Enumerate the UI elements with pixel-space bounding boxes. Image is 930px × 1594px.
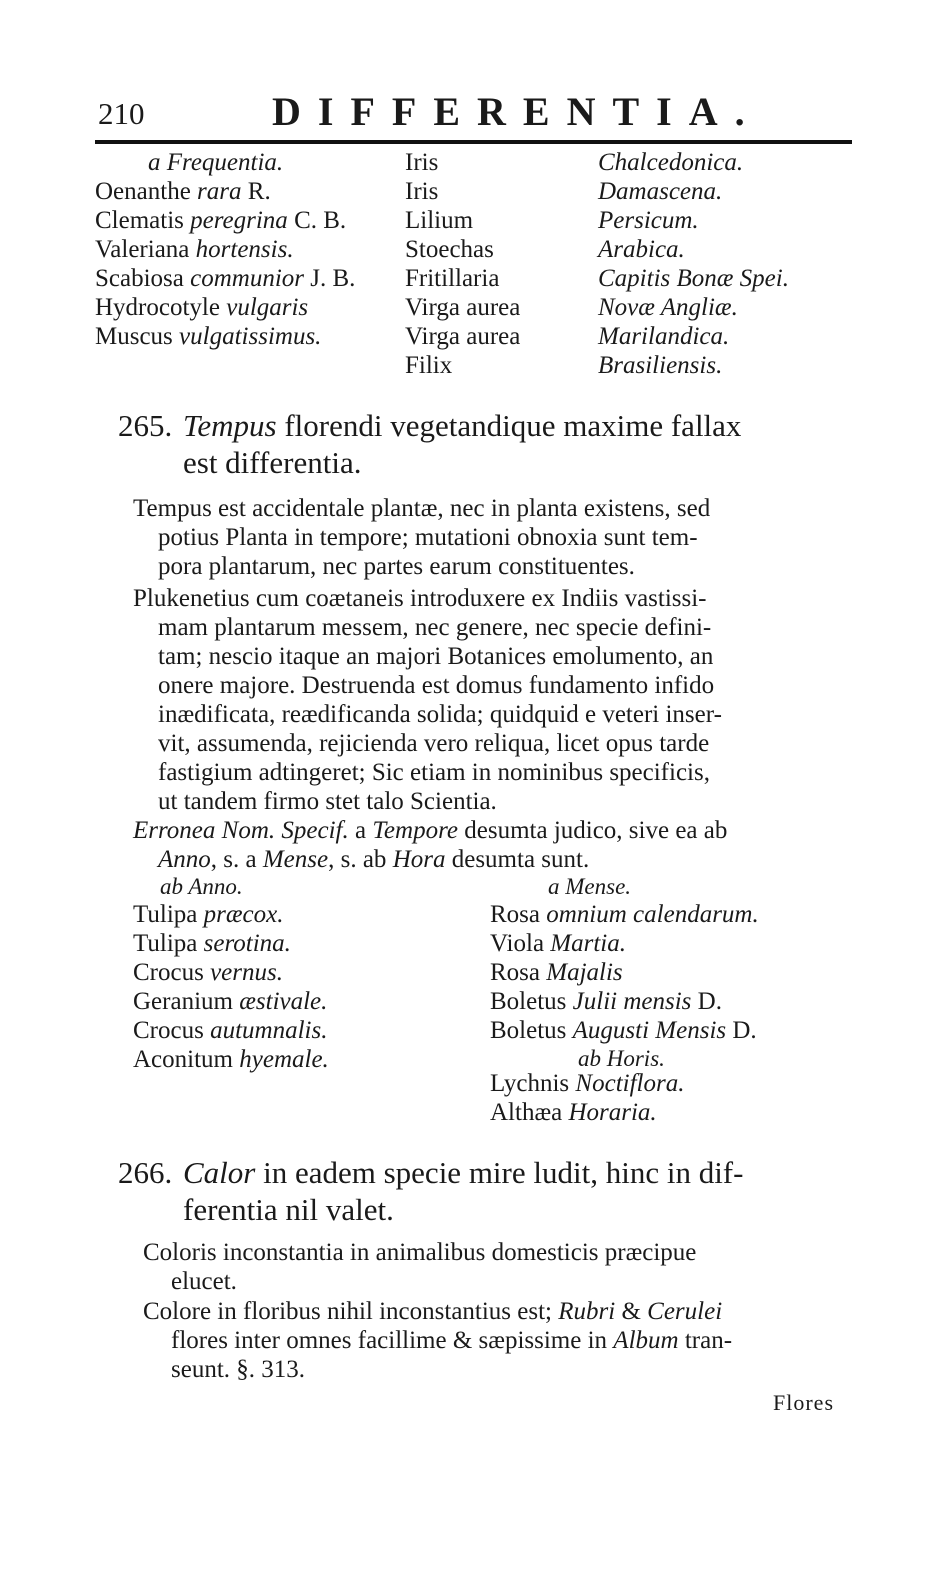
list-item: Lychnis Noctiflora. (490, 1070, 685, 1097)
section-266-heading: 266. Calor in eadem specie mire ludit, hinc in dif- (118, 1155, 744, 1190)
table-cell: Valeriana hortensis. (95, 236, 294, 263)
table-cell: Arabica. (598, 236, 685, 263)
table-cell: Filix (405, 352, 453, 379)
paragraph: Plukenetius cum coætaneis introduxere ex Indiis vastissi- mam plantarum messem, nec genere, nec specie defini- tam; nescio itaque an majori Botanices emolumento, an onere majore. Destruenda est domus fundamento infido inædificata, reædificanda solida; quidquid e veteri inser- vit, assumenda, rejicienda vero reliqua, licet opus tarde fastigium adtingeret; Sic etiam in nominibus specificis, ut tandem firmo stet talo Scientia. (133, 585, 722, 815)
page-number: 210 (98, 96, 145, 131)
list-item: Viola Martia. (490, 930, 626, 957)
table-cell: Persicum. (598, 207, 699, 234)
list-heading: ab Anno. (160, 874, 243, 899)
paragraph: Coloris inconstantia in animalibus domesticis præcipue elucet. (143, 1239, 697, 1295)
table-cell: Clematis peregrina C. B. (95, 207, 347, 234)
table-cell: Hydrocotyle vulgaris (95, 294, 309, 321)
list-item: Tulipa præcox. (133, 901, 284, 928)
table-cell: Brasiliensis. (598, 352, 723, 379)
list-item: Aconitum hyemale. (133, 1046, 329, 1073)
paragraph: Tempus est accidentale plantæ, nec in planta existens, sed potius Planta in tempore; mutationi obnoxia sunt tem- pora plantarum, nec partes earum constituentes. (133, 495, 711, 580)
table-cell: Novæ Angliæ. (598, 294, 738, 321)
table-cell: Capitis Bonæ Spei. (598, 265, 789, 292)
list-item: Rosa Majalis (490, 959, 623, 986)
list-item: Crocus autumnalis. (133, 1017, 328, 1044)
horis-list (490, 1069, 684, 1127)
paragraph: Colore in floribus nihil inconstantius est; Rubri & Cerulei flores inter omnes facillime & sæpissime in Album tran- seunt. §. 313. (143, 1298, 733, 1383)
table-cell: Iris (405, 178, 439, 205)
table-cell: Damascena. (598, 178, 723, 205)
table-cell: Virga aurea (405, 323, 521, 350)
list-item: Boletus Julii mensis D. (490, 988, 722, 1015)
list-item: Crocus vernus. (133, 959, 283, 986)
catchword: Flores (773, 1390, 834, 1415)
anno-list (133, 900, 329, 1074)
mense-list (490, 900, 759, 1045)
running-title: DIFFERENTIA. (272, 89, 762, 134)
list-heading: ab Horis. (578, 1046, 665, 1071)
table-cell: Scabiosa communior J. B. (95, 265, 356, 292)
section-265-heading-line2: est differentia. (183, 445, 362, 480)
list-item: Rosa omnium calendarum. (490, 901, 759, 928)
table-cell: Marilandica. (598, 323, 730, 350)
paragraph: Erronea Nom. Specif. a Tempore desumta judico, sive ea ab Anno, s. a Mense, s. ab Hora desumta sunt. (133, 817, 728, 873)
table-cell: Oenanthe rara R. (95, 178, 271, 205)
list-item: Boletus Augusti Mensis D. (490, 1017, 757, 1044)
table-cell: Lilium (405, 207, 474, 234)
section-266-heading-line2: ferentia nil valet. (183, 1192, 394, 1227)
list-item: Geranium æstivale. (133, 988, 328, 1015)
table-cell: Virga aurea (405, 294, 521, 321)
table-cell: Stoechas (405, 236, 494, 263)
section-265-heading: 265. Tempus florendi vegetandique maxime fallax (118, 408, 742, 443)
header-rule (95, 140, 852, 144)
list-heading: a Mense. (548, 874, 632, 899)
table-cell: Fritillaria (405, 265, 500, 292)
table-cell: Iris (405, 149, 439, 176)
table-cell: a Frequentia. (148, 149, 284, 176)
table-cell: Muscus vulgatissimus. (95, 323, 322, 350)
table-cell: Chalcedonica. (598, 149, 744, 176)
list-item: Althæa Horaria. (490, 1099, 657, 1126)
list-item: Tulipa serotina. (133, 930, 291, 957)
